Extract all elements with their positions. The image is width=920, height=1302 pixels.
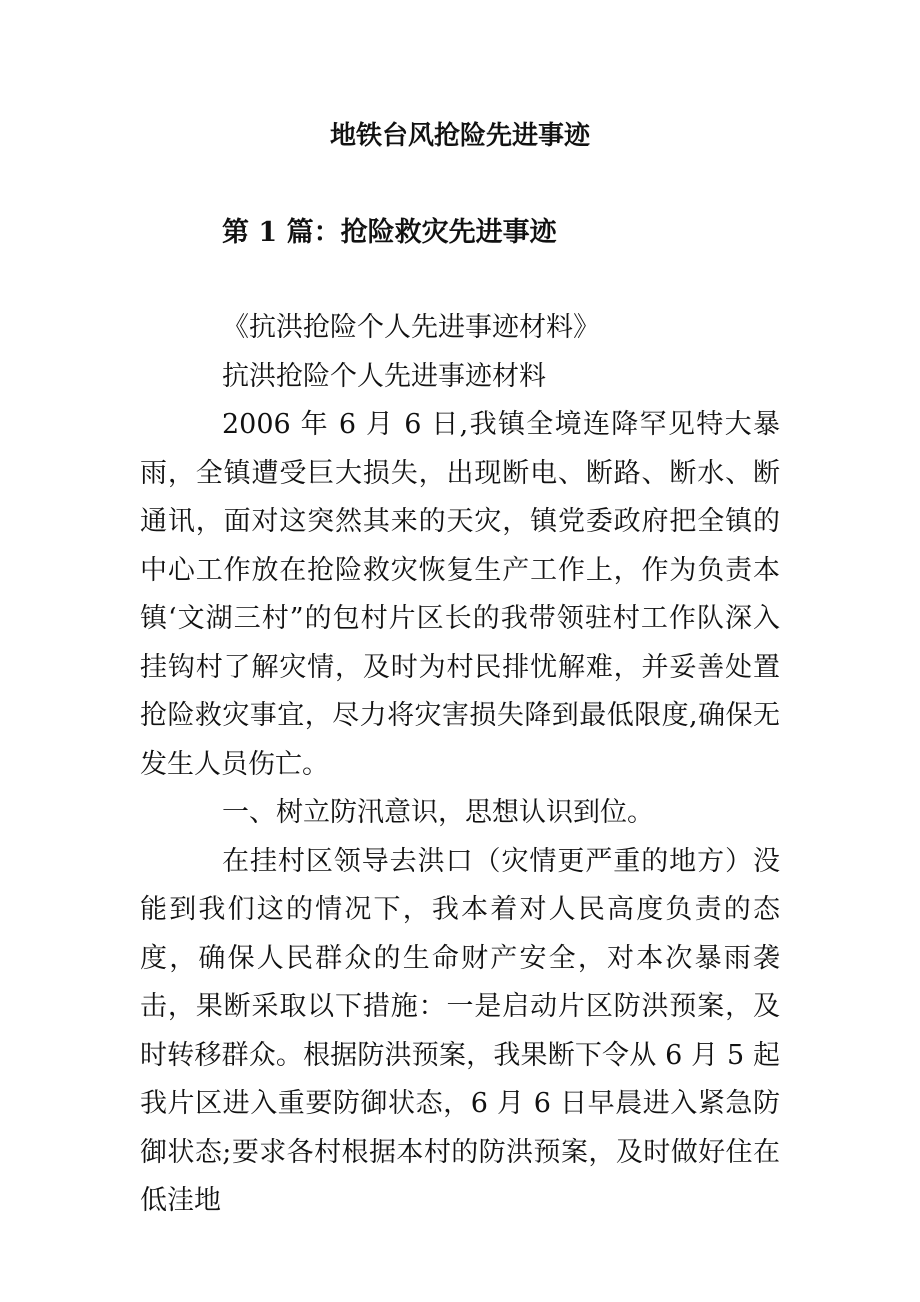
section-heading: 第 1 篇：抢险救灾先进事迹 (222, 217, 557, 248)
paragraph-material-title: 抗洪抢险个人先进事迹材料 (222, 360, 546, 392)
document-title: 地铁台风抢险先进事迹 (329, 121, 590, 151)
paragraph-disaster-overview: 2006 年 6 月 6 日,我镇全境连降罕见特大暴雨，全镇遭受巨大损失，出现断电、断路、断水、断通讯，面对这突然其来的天灾，镇党委政府把全镇的中心工作放在抢险救灾恢复生产工作上，作为负责本镇‘文湖三村”的包村片区长的我带领驻村工作队深入挂钩村了解灾情，及时为村民排忧解难，并妥善处置抢险救灾事宜，尽力将灾害损失降到最低限度,确保无发生人员伤亡。 (140, 409, 780, 780)
paragraph-measures: 在挂村区领导去洪口（灾情更严重的地方）没能到我们这的情况下，我本着对人民高度负责的态度，确保人民群众的生命财产安全，对本次暴雨袭击，果断采取以下措施：一是启动片区防洪预案，及时转移群众。根据防洪预案，我果断下令从 6 月 5 起我片区进入重要防御状态，6 月 6 日早晨进入紧急防御状态;要求各村根据本村的防洪预案，及时做好住在低洼地 (140, 845, 780, 1216)
paragraph-material-title-quoted: 《抗洪抢险个人先进事迹材料》 (222, 312, 600, 343)
paragraph-section-one-heading: 一、树立防汛意识，思想认识到位。 (222, 797, 654, 828)
document-body (140, 304, 780, 1226)
